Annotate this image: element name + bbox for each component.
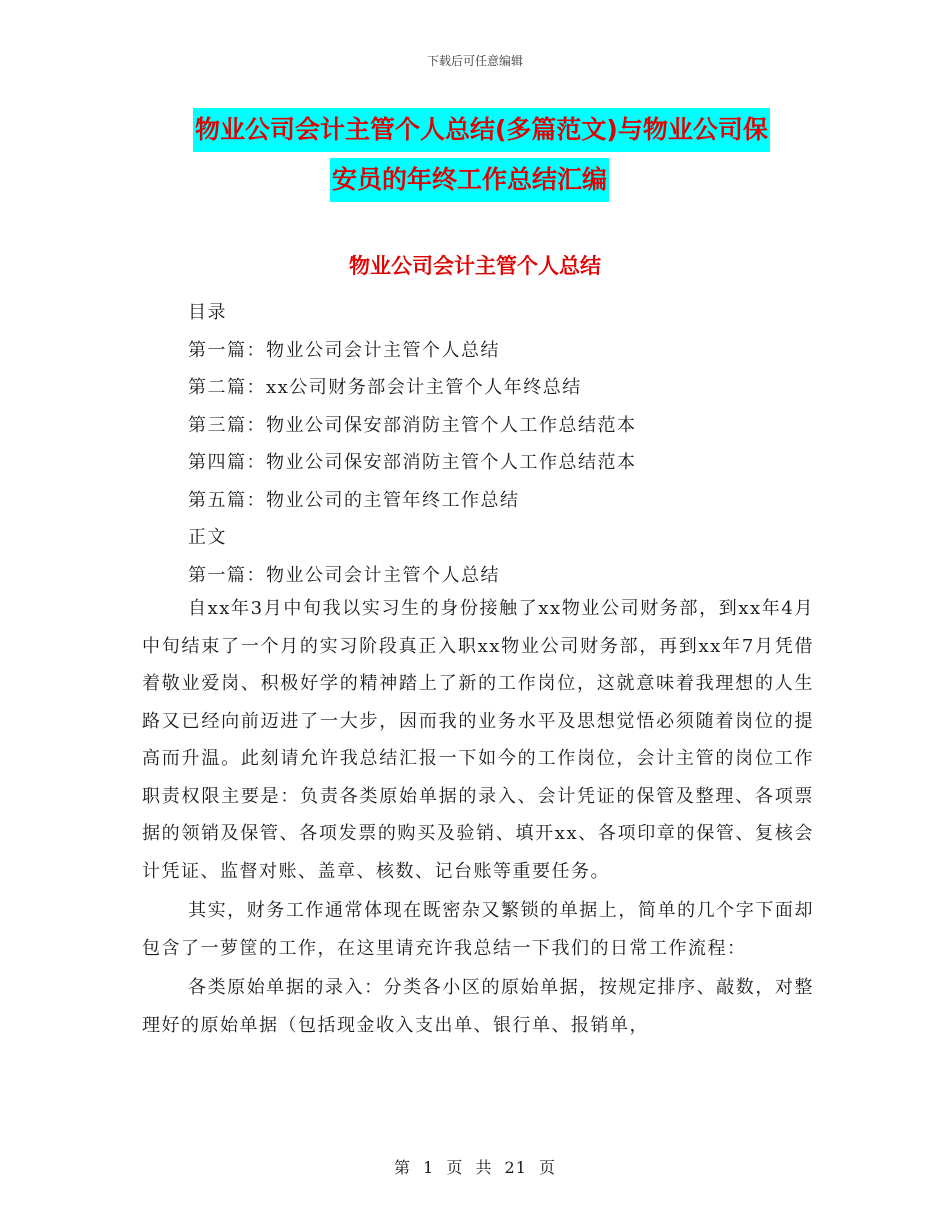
toc-heading: 目录 (188, 302, 227, 323)
title-line-1: 物业公司会计主管个人总结(多篇范文)与物业公司保 (193, 108, 770, 152)
toc-item: 第四篇：物业公司保安部消防主管个人工作总结范本 (188, 452, 637, 473)
paragraph: 各类原始单据的录入：分类各小区的原始单据，按规定排序、敲数，对整理好的原始单据（包括现金收入支出单、银行单、报销单， (142, 977, 814, 1036)
header-note: 下载后可任意编辑 (426, 54, 523, 68)
article-body (142, 590, 814, 1046)
title-line-2: 安员的年终工作总结汇编 (330, 158, 609, 202)
toc-item: 第二篇：xx公司财务部会计主管个人年终总结 (188, 377, 582, 398)
paragraph: 其实，财务工作通常体现在既密杂又繁锁的单据上，简单的几个字下面却包含了一萝筐的工作，在这里请充许我总结一下我们的日常工作流程： (142, 900, 814, 959)
section-heading: 物业公司会计主管个人总结 (349, 254, 601, 278)
toc-item: 第一篇：物业公司会计主管个人总结 (188, 339, 500, 361)
page-footer: 第 1 页 共 21 页 (394, 1158, 556, 1177)
article-title: 第一篇：物业公司会计主管个人总结 (188, 564, 500, 586)
body-label: 正文 (188, 527, 227, 548)
table-of-contents (188, 294, 828, 594)
toc-item: 第五篇：物业公司的主管年终工作总结 (188, 489, 520, 511)
paragraph: 自xx年3月中旬我以实习生的身份接触了xx物业公司财务部，到xx年4月中旬结束了一个月的实习阶段真正入职xx物业公司财务部，再到xx年7月凭借着敬业爱岗、积极好学的精神踏上了新的工作岗位，这就意味着我理想的人生路又已经向前迈进了一大步，因而我的业务水平及思想觉悟必须随着岗位的提高而升温。此刻请允许我总结汇报一下如今的工作岗位，会计主管的岗位工作职责权限主要是：负责各类原始单据的录入、会计凭证的保管及整理、各项票据的领销及保管、各项发票的购买及验销、填开xx、各项印章的保管、复核会计凭证、监督对账、盖章、核数、记台账等重要任务。 (142, 598, 814, 882)
toc-item: 第三篇：物业公司保安部消防主管个人工作总结范本 (188, 414, 637, 436)
